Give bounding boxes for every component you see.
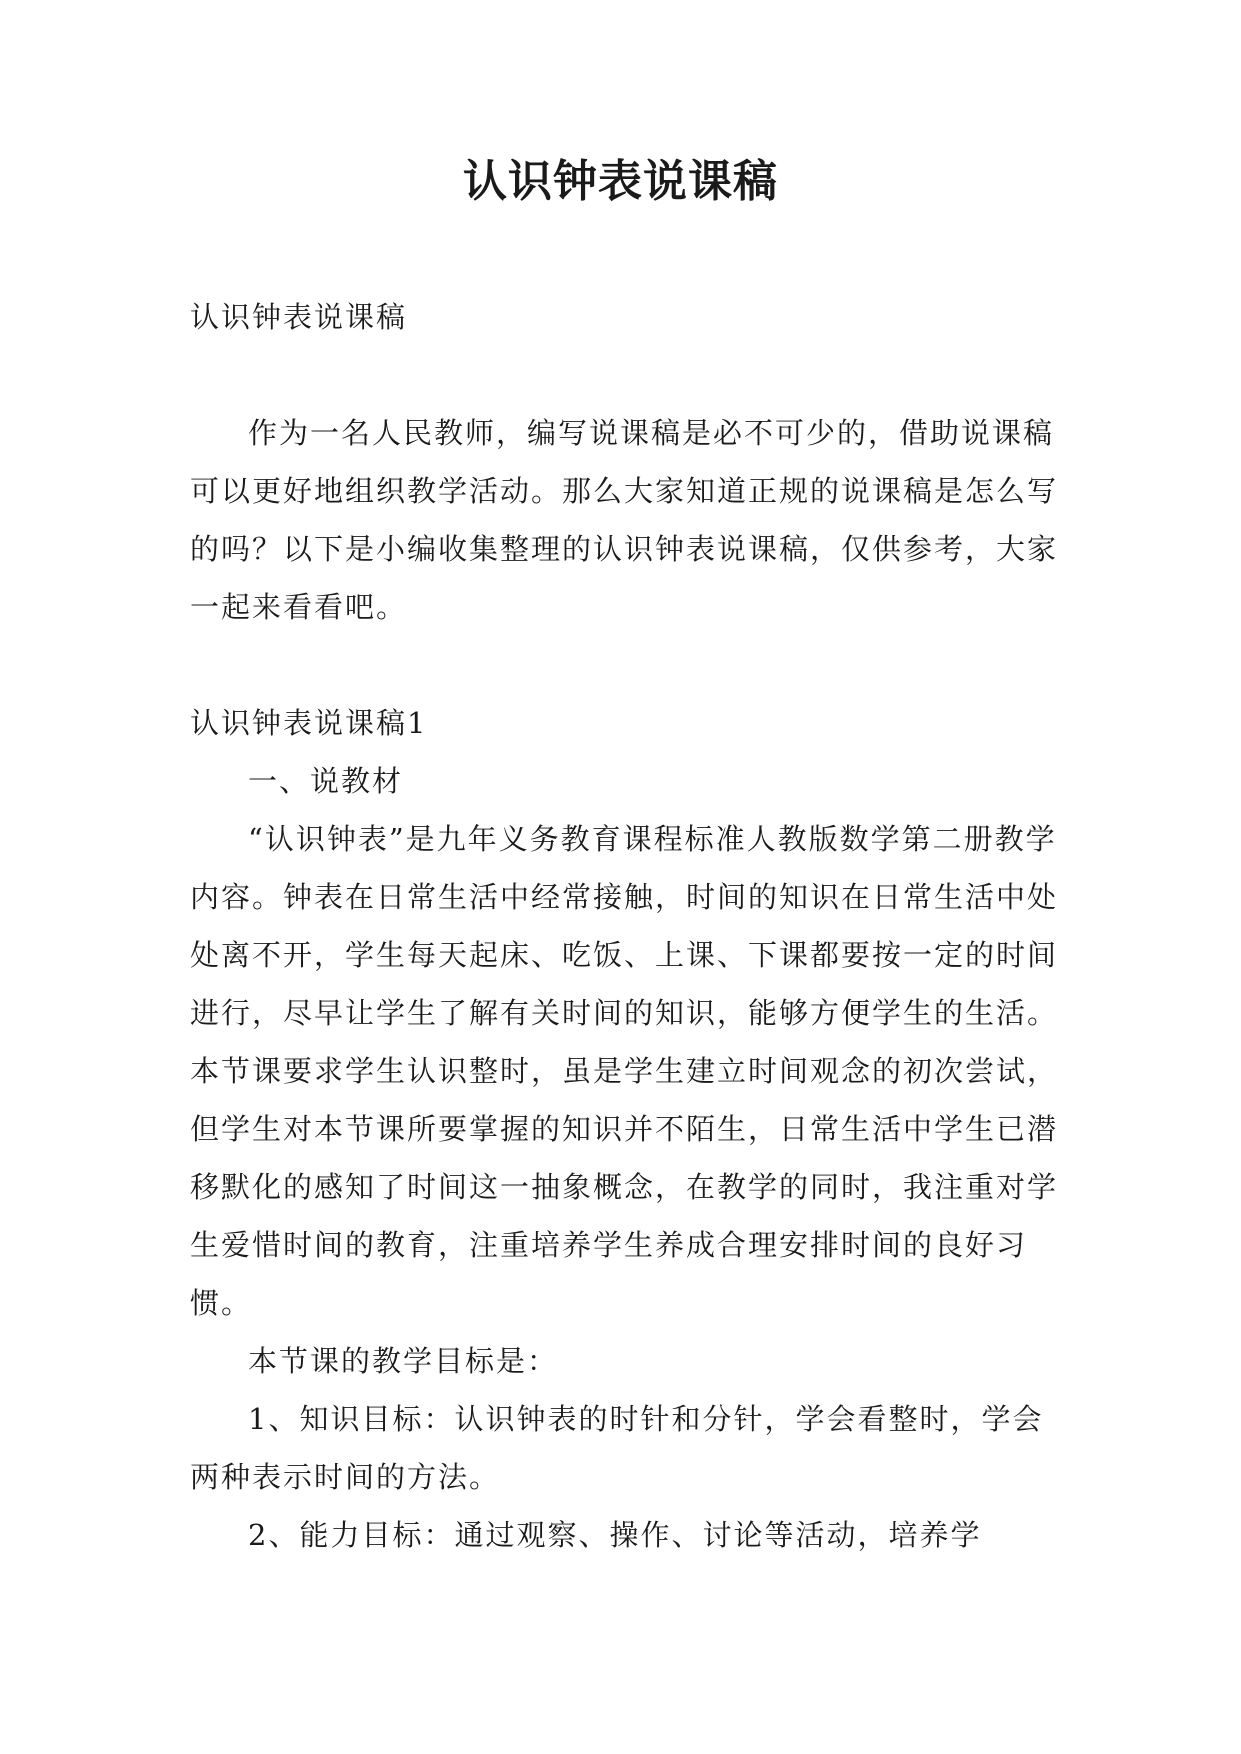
goal-item-knowledge: 1、知识目标：认识钟表的时针和分针，学会看整时，学会两种表示时间的方法。 <box>190 1402 1044 1494</box>
part-heading: 一、说教材 <box>248 764 404 798</box>
goals-intro: 本节课的教学目标是： <box>248 1344 559 1378</box>
section-heading: 认识钟表说课稿1 <box>190 706 428 740</box>
document-subtitle: 认识钟表说课稿 <box>190 300 408 334</box>
intro-paragraph: 作为一名人民教师，编写说课稿是必不可少的，借助说课稿可以更好地组织教学活动。那么大家知道正规的说课稿是怎么写的吗？以下是小编收集整理的认识钟表说课稿，仅供参考，大家一起来看看吧。 <box>190 416 1059 624</box>
body-paragraph: “认识钟表”是九年义务教育课程标准人教版数学第二册教学内容。钟表在日常生活中经常接触，时间的知识在日常生活中处处离不开，学生每天起床、吃饭、上课、下课都要按一定的时间进行，尽早让学生了解有关时间的知识，能够方便学生的生活。本节课要求学生认识整时，虽是学生建立时间观念的初次尝试，但学生对本节课所要掌握的知识并不陌生，日常生活中学生已潜移默化的感知了时间这一抽象概念，在教学的同时，我注重对学生爱惜时间的教育，注重培养学生养成合理安排时间的良好习惯。 <box>190 822 1059 1320</box>
document-body <box>190 288 1058 1564</box>
goal-item-ability: 2、能力目标：通过观察、操作、讨论等活动，培养学 <box>248 1518 982 1552</box>
document-title: 认识钟表说课稿 <box>463 156 778 207</box>
